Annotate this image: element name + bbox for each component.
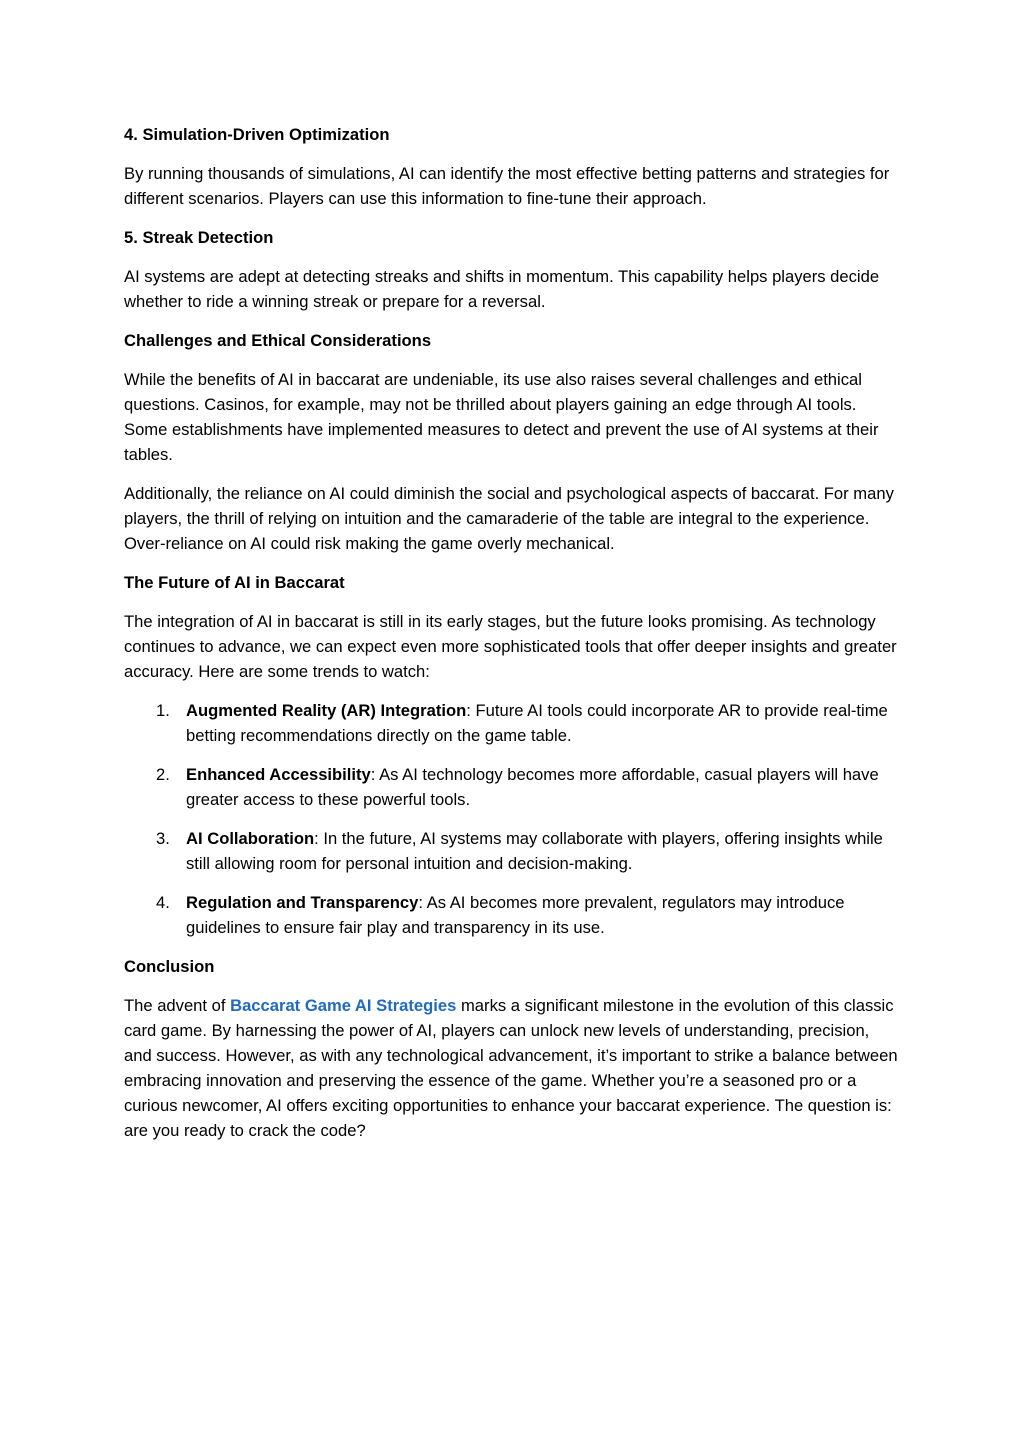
trends-list xyxy=(124,698,899,940)
section-heading-streak-detection: 5. Streak Detection xyxy=(124,228,274,247)
list-item-term: Regulation and Transparency xyxy=(186,893,419,912)
paragraph-conclusion xyxy=(124,993,899,1143)
conclusion-text-before-link: The advent of xyxy=(124,996,231,1015)
section-heading-simulation-optimization: 4. Simulation-Driven Optimization xyxy=(124,125,390,144)
list-item-number: 2. xyxy=(156,765,170,784)
document-page xyxy=(124,122,899,1157)
paragraph-simulation-optimization: By running thousands of simulations, AI can identify the most effective betting patterns and strategies for different scenarios. Players can use this information to fine-tune their approach. xyxy=(124,164,890,208)
list-item-description: : In the future, AI systems may collaborate with players, offering insights while still allowing room for personal intuition and decision-making. xyxy=(186,829,883,873)
paragraph-future-intro: The integration of AI in baccarat is still in its early stages, but the future looks promising. As technology continues to advance, we can expect even more sophisticated tools that offer deeper insights and greater accuracy. Here are some trends to watch: xyxy=(124,612,897,681)
list-item xyxy=(124,698,899,748)
list-item xyxy=(124,826,899,876)
paragraph-streak-detection: AI systems are adept at detecting streaks and shifts in momentum. This capability helps players decide whether to ride a winning streak or prepare for a reversal. xyxy=(124,267,880,311)
list-item-term: Augmented Reality (AR) Integration xyxy=(186,701,467,720)
list-item-description: : As AI technology becomes more affordable, casual players will have greater access to these powerful tools. xyxy=(186,765,879,809)
list-item-term: Enhanced Accessibility xyxy=(186,765,371,784)
list-item xyxy=(124,890,899,940)
section-heading-challenges: Challenges and Ethical Considerations xyxy=(124,331,432,350)
list-item-number: 4. xyxy=(156,893,170,912)
conclusion-text-after-link: marks a significant milestone in the evolution of this classic card game. By harnessing the power of AI, players can unlock new levels of understanding, precision, and success. However, as with any technological advancement, it’s important to strike a balance between embracing innovation and preserving the essence of the game. Whether you’re a seasoned pro or a curious newcomer, AI offers exciting opportunities to enhance your baccarat experience. The question is: are you ready to crack the code? xyxy=(124,996,898,1140)
list-item-number: 3. xyxy=(156,829,170,848)
list-item-description: : As AI becomes more prevalent, regulators may introduce guidelines to ensure fair play and transparency in its use. xyxy=(186,893,845,937)
section-heading-future: The Future of AI in Baccarat xyxy=(124,573,345,592)
paragraph-challenges-1: While the benefits of AI in baccarat are undeniable, its use also raises several challenges and ethical questions. Casinos, for example, may not be thrilled about players gaining an edge through AI tools. Some establishments have implemented measures to detect and prevent the use of AI systems at their tables. xyxy=(124,370,879,464)
section-heading-conclusion: Conclusion xyxy=(124,957,215,976)
list-item-term: AI Collaboration xyxy=(186,829,315,848)
list-item xyxy=(124,762,899,812)
list-item-number: 1. xyxy=(156,701,170,720)
baccarat-strategies-link[interactable]: Baccarat Game AI Strategies xyxy=(230,996,457,1015)
list-item-description: : Future AI tools could incorporate AR to provide real-time betting recommendations directly on the game table. xyxy=(186,701,888,745)
paragraph-challenges-2: Additionally, the reliance on AI could diminish the social and psychological aspects of baccarat. For many players, the thrill of relying on intuition and the camaraderie of the table are integral to the experience. Over-reliance on AI could risk making the game overly mechanical. xyxy=(124,484,894,553)
